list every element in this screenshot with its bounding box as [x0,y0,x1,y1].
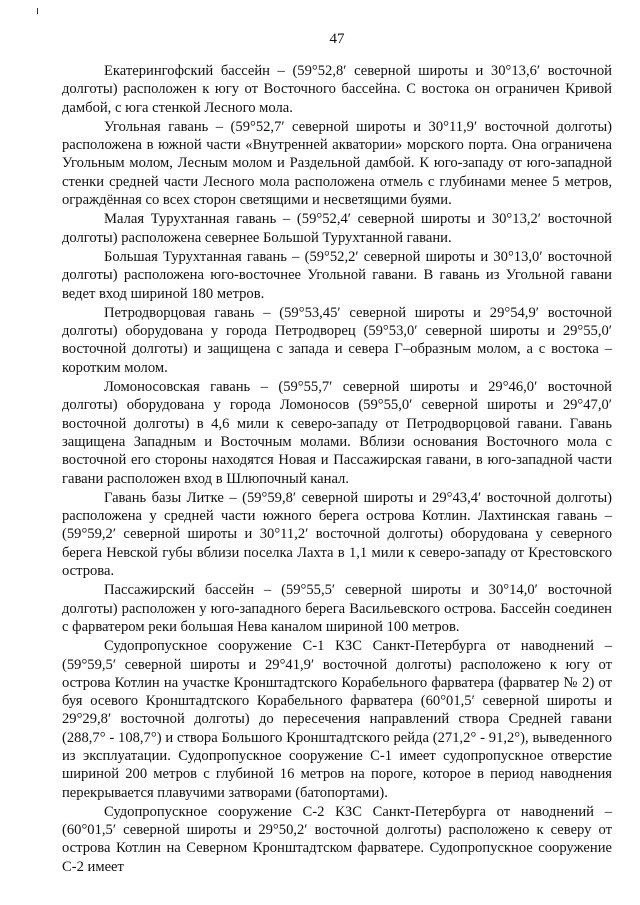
paragraph-passenger-basin: Пассажирский бассейн – (59°55,5′ северной широты и 30°14,0′ восточной долготы) расположен у юго-западного берега Васильевского острова. Бассейн соединен с фарватером реки большая Нева каналом шириной 100 метров. [62,582,612,635]
page-number: 47 [329,31,345,47]
paragraph-big-turukhtannaya-harbor: Большая Турухтанная гавань – (59°52,2′ северной широты и 30°13,0′ восточной долготы) расположена юго-восточнее Угольной гавани. В гавань из Угольной гавани ведет вход шириной 180 метров. [62,248,612,302]
paragraph-litke-base-harbor: Гавань базы Литке – (59°59,8′ северной широты и 29°43,4′ восточной долготы) расположена у средней части южного берега острова Котлин. Лахтинская гавань – (59°59,2′ северной широты и 30°11,2′ восточной долготы) оборудована у северного берега Невской губы вблизи поселка Лахта в 1,1 мили к северо-западу от Крестовского острова. [62,489,612,580]
paragraph-navigation-structure-c2: Судопропускное сооружение С-2 КЗС Санкт-Петербурга от наводнений – (60°01,5′ северной широты и 29°50,2′ восточной долготы) расположено к северу от острова Котлин на Северном Кронштадтском фарватере. Судопропускное сооружение С-2 имеет [62,803,612,875]
paragraph-small-turukhtannaya-harbor: Малая Турухтанная гавань – (59°52,4′ северной широты и 30°13,2′ восточной долготы) расположена севернее Большой Турухтанной гавани. [62,211,612,246]
paragraph-petrodvorets-harbor: Петродворцовая гавань – (59°53,45′ северной широты и 29°54,9′ восточной долготы) оборудована у города Петродворец (59°53,0′ северной широты и 29°55,0′ восточной долготы) и защищена с запада и севера Г–образным молом, а с востока – коротким молом. [62,304,612,376]
paragraph-navigation-structure-c1: Судопропускное сооружение С-1 КЗС Санкт-Петербурга от наводнений – (59°59,5′ северной широты и 29°41,9′ восточной долготы) расположено к югу от острова Котлин на участке Кронштадтского Корабельного фарватера (фарватер № 2) от буя осевого Кронштадтского Корабельного фарватера (60°01,5′ северной широты и 29°29,8′ восточной долготы) до пересечения направлений створа Средней гавани (288,7° - 108,7°) и створа Большого Кронштадтского рейда (271,2° - 91,2°), выведенного из эксплуатации. Судопропускное сооружение С-1 имеет судопропускное отверстие шириной 200 метров с глубиной 16 метров на пороге, которое в период наводнения перекрывается плавучими затворами (батопортами). [62,638,612,801]
paragraph-coal-harbor: Угольная гавань – (59°52,7′ северной широты и 30°11,9′ восточной долготы) расположена в южной части «Внутренней акватории» морского порта. Она ограничена Угольным молом, Лесным молом и Раздельной дамбой. К юго-западу от юго-западной стенки средней части Лесного мола расположена отмель с глубинами менее 5 метров, ограждённая со всех сторон светящими и несветящими буями. [62,118,612,209]
scan-mark [37,8,38,14]
paragraph-lomonosov-harbor: Ломоносовская гавань – (59°55,7′ северной широты и 29°46,0′ восточной долготы) оборудована у города Ломоносов (59°55,0′ северной широты и 29°47,0′ восточной долготы) в 4,6 мили к северо-западу от Петродворцовой гавани. Гавань защищена Западным и Восточным молами. Вблизи основания Восточного мола с восточной его стороны находятся Новая и Пассажирская гавани, в юго-западной части гавани расположен вход в Шлюпочный канал. [62,379,612,487]
document-body [62,62,612,876]
paragraph-ekateringof-basin: Екатерингофский бассейн – (59°52,8′ северной широты и 30°13,6′ восточной долготы) расположен к югу от Восточного бассейна. С востока он ограничен Кривой дамбой, с юга стенкой Лесного мола. [62,63,612,116]
